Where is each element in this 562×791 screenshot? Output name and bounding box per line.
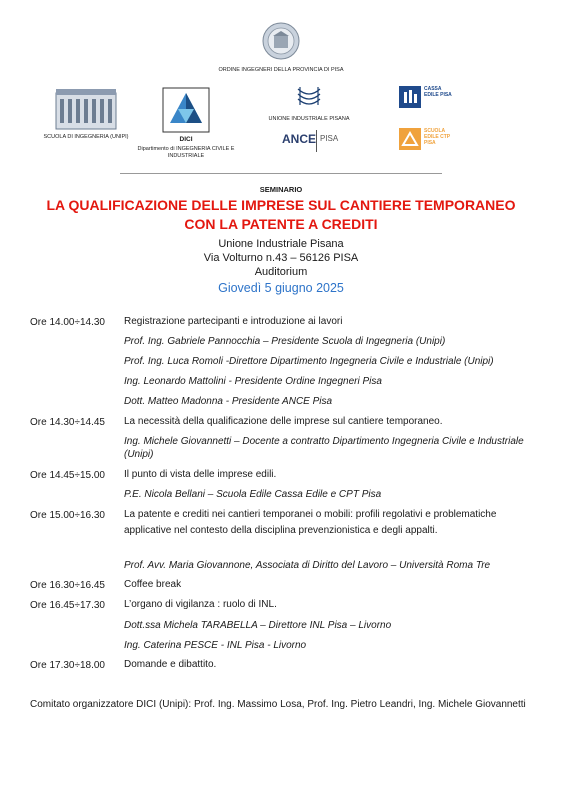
session-title: La necessità della qualificazione delle imprese sul cantiere temporaneo. <box>124 416 443 427</box>
speaker: Dott. Matteo Madonna - Presidente ANCE Pisa <box>124 396 333 407</box>
venue-address: Via Volturno n.43 – 56126 PISA <box>203 252 359 264</box>
scuola-edile-mark <box>399 128 421 150</box>
ordine-seal-logo <box>262 22 300 60</box>
session-time: Ore 14.30÷14.45 <box>30 417 105 428</box>
session-title: Domande e dibattito. <box>124 659 217 670</box>
seminario-label: SEMINARIO <box>259 185 303 194</box>
event-date: Giovedì 5 giugno 2025 <box>218 281 344 295</box>
session-time: Ore 17.30÷18.00 <box>30 660 105 671</box>
speaker: Dott.ssa Michela TARABELLA – Direttore INL Pisa – Livorno <box>124 620 392 631</box>
dici-subtitle: Dipartimento di INGEGNERIA CIVILE E INDUSTRIALE <box>137 146 235 159</box>
session-time: Ore 14.45÷15.00 <box>30 470 105 481</box>
session-title: La patente e crediti nei cantieri temporanei o mobili: profili regolativi e problematiche applicative nel contesto della disciplina prevenzionistica e degli appalti. <box>124 509 497 536</box>
speaker: Ing. Caterina PESCE - INL Pisa - Livorno <box>124 640 307 651</box>
scuola-label: SCUOLA DI INGEGNERIA (UNIPI) <box>43 134 129 140</box>
session-title: L’organo di vigilanza : ruolo di INL. <box>124 599 277 610</box>
session-title: Il punto di vista delle imprese edili. <box>124 469 277 480</box>
event-title-line1: LA QUALIFICAZIONE DELLE IMPRESE SUL CANTIERE TEMPORANEO <box>46 197 516 213</box>
venue-room: Auditorium <box>254 266 308 278</box>
session-time: Ore 16.30÷16.45 <box>30 580 105 591</box>
scuola-edile-text: SCUOLA EDILE CTP PISA <box>424 128 451 146</box>
scuola-ingegneria-logo <box>54 87 118 131</box>
ance-sub-text: PISA <box>320 134 339 143</box>
dici-logo <box>162 87 210 133</box>
organizing-committee: Comitato organizzatore DICI (Unipi): Prof. Ing. Massimo Losa, Prof. Ing. Pietro Leandri, Ing. Michele Giovannetti <box>30 699 526 710</box>
scuola-edile-logo <box>399 128 455 155</box>
session-time: Ore 15.00÷16.30 <box>30 510 105 521</box>
venue-name: Unione Industriale Pisana <box>218 238 344 250</box>
header-divider <box>120 173 442 174</box>
session-time: Ore 16.45÷17.30 <box>30 600 105 611</box>
cassa-edile-mark <box>399 86 421 108</box>
session-title: Registrazione partecipanti e introduzione ai lavori <box>124 316 343 327</box>
dici-title: DICI <box>179 136 193 143</box>
speaker: Prof. Ing. Luca Romoli -Direttore Dipartimento Ingegneria Civile e Industriale (Unipi) <box>124 356 494 367</box>
speaker: P.E. Nicola Bellani – Scuola Edile Cassa Edile e CPT Pisa <box>124 489 382 500</box>
speaker: Ing. Michele Giovannetti – Docente a contratto Dipartimento Ingegneria Civile e Industriale (Unipi) <box>124 436 524 460</box>
session-title: Coffee break <box>124 579 182 590</box>
session-time: Ore 14.00÷14.30 <box>30 317 105 328</box>
ance-pisa-logo <box>282 130 346 154</box>
speaker: Prof. Avv. Maria Giovannone, Associata di Diritto del Lavoro – Università Roma Tre <box>124 560 491 571</box>
event-title-line2: CON LA PATENTE A CREDITI <box>184 216 378 232</box>
unione-industriale-logo <box>294 85 324 111</box>
unione-industriale-label: UNIONE INDUSTRIALE PISANA <box>268 116 350 122</box>
cassa-edile-text: CASSA EDILE PISA <box>424 86 452 98</box>
cassa-edile-logo <box>399 86 455 112</box>
ance-divider <box>316 130 317 152</box>
speaker: Prof. Ing. Gabriele Pannocchia – Presidente Scuola di Ingegneria (Unipi) <box>124 336 446 347</box>
speaker: Ing. Leonardo Mattolini - Presidente Ordine Ingegneri Pisa <box>124 376 382 387</box>
ance-main-text: ANCE <box>282 132 317 146</box>
ordine-label: ORDINE INGEGNERI DELLA PROVINCIA DI PISA <box>218 67 344 73</box>
